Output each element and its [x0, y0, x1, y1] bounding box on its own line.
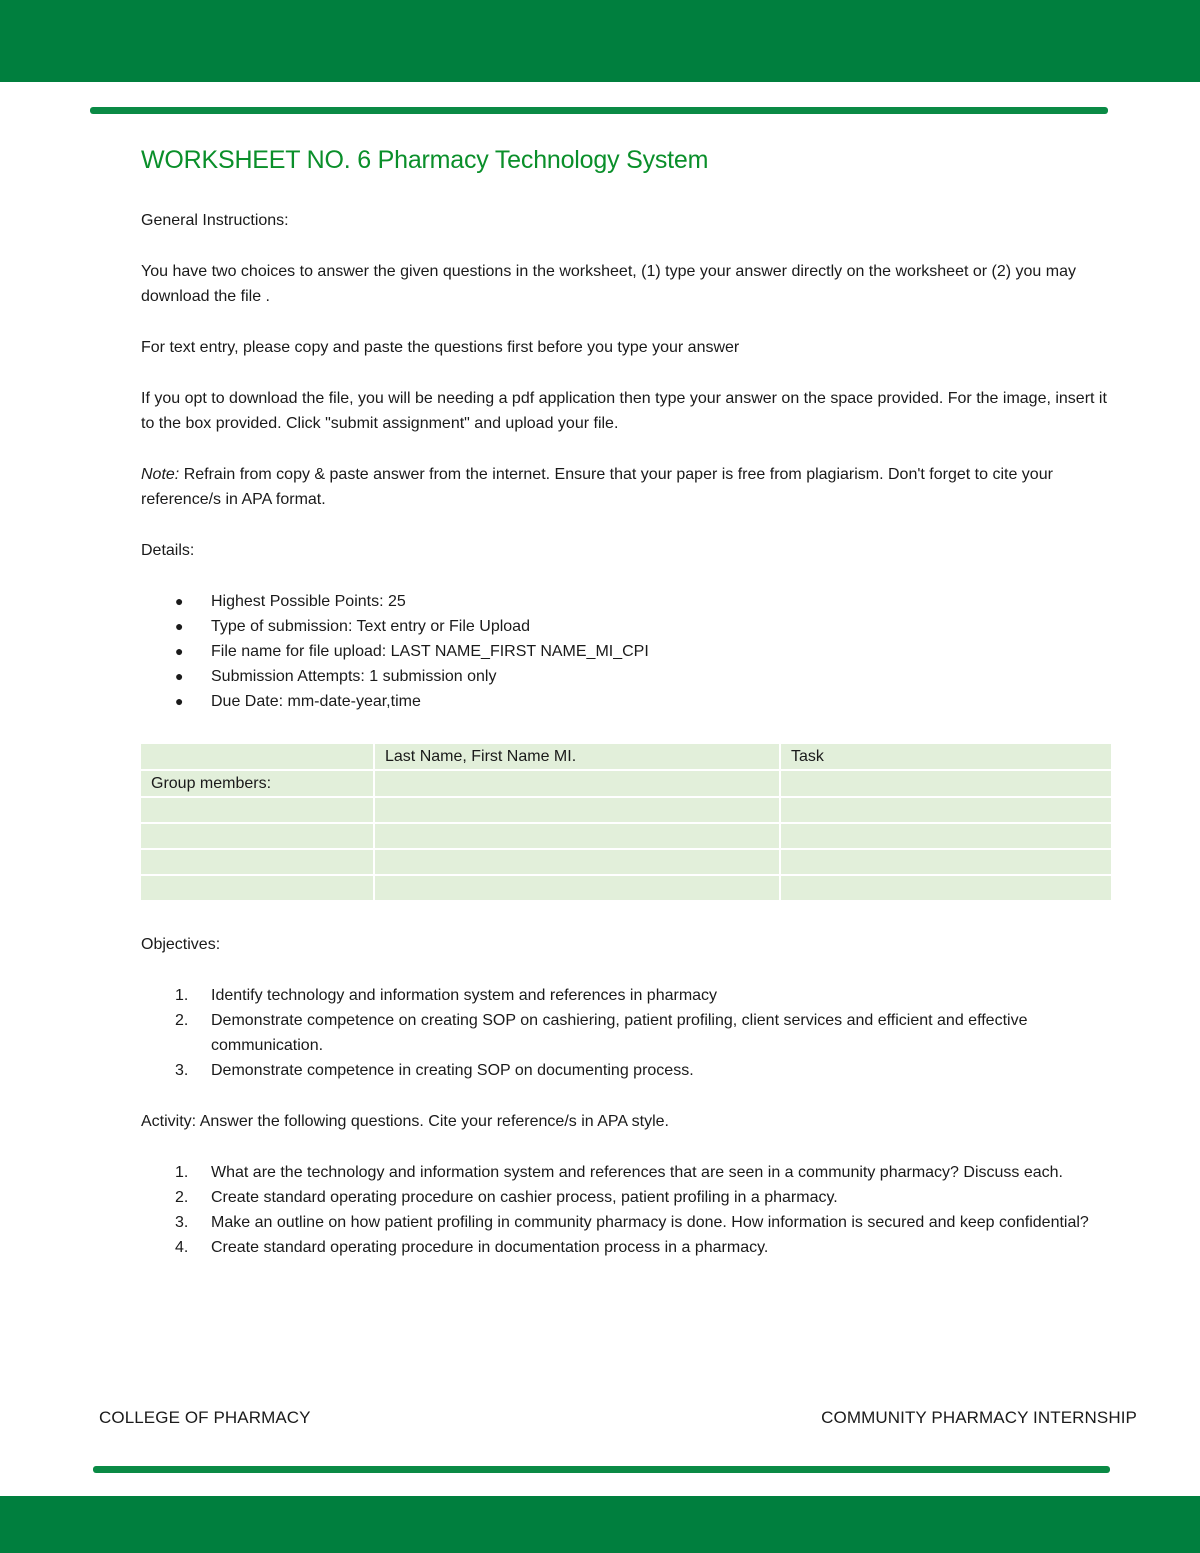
instruction-paragraph: If you opt to download the file, you will be needing a pdf application then type your answer on the space provided. For the image, insert it to the box provided. Click "submit assignment" and upload your file. [141, 390, 1107, 432]
instruction-paragraph: For text entry, please copy and paste the questions first before you type your answer [141, 339, 740, 356]
task-cell[interactable] [781, 850, 1111, 874]
table-header-cell: Last Name, First Name MI. [375, 744, 779, 769]
footer-band [0, 1496, 1200, 1553]
item-number: 2. [175, 1189, 189, 1206]
details-item: ● File name for file upload: LAST NAME_FIRST NAME_MI_CPI [141, 639, 1111, 664]
details-item: ● Type of submission: Text entry or File Upload [141, 614, 1111, 639]
task-cell[interactable] [781, 824, 1111, 848]
name-cell[interactable] [375, 798, 779, 822]
activity-intro: Answer the following questions. Cite your reference/s in APA style. [196, 1113, 669, 1130]
name-cell[interactable] [375, 876, 779, 900]
task-cell[interactable] [781, 771, 1111, 796]
header-rule [90, 107, 1108, 114]
footer-rule [93, 1466, 1110, 1473]
table-row [141, 798, 1111, 822]
objective-item: 1. Identify technology and information system and references in pharmacy [141, 983, 1111, 1008]
task-cell[interactable] [781, 876, 1111, 900]
activity-heading: Activity: [141, 1113, 197, 1130]
activity-item: 2. Create standard operating procedure on cashier process, patient profiling in a pharmacy. [141, 1185, 1111, 1210]
worksheet-body [141, 140, 1111, 1260]
header-band [0, 0, 1200, 82]
table-row [141, 824, 1111, 848]
activity-item: 3. Make an outline on how patient profiling in community pharmacy is done. How information is secured and keep confidential? [141, 1210, 1111, 1235]
table-row [141, 771, 1111, 796]
name-cell[interactable] [375, 850, 779, 874]
objective-item: 3. Demonstrate competence in creating SOP on documenting process. [141, 1058, 1111, 1083]
item-number: 1. [175, 1164, 189, 1181]
objective-item: 2. Demonstrate competence on creating SOP on cashiering, patient profiling, client services and efficient and effective communication. [141, 1008, 1111, 1058]
activity-list [141, 1160, 1111, 1260]
group-members-table [139, 742, 1113, 902]
footer-college: COLLEGE OF PHARMACY [99, 1408, 311, 1427]
details-list [141, 589, 1111, 714]
table-row [141, 850, 1111, 874]
activity-item: 4. Create standard operating procedure in documentation process in a pharmacy. [141, 1235, 1111, 1260]
table-header-cell: Task [781, 744, 1111, 769]
footer-program: COMMUNITY PHARMACY INTERNSHIP [821, 1408, 1137, 1427]
worksheet-title: WORKSHEET NO. 6 Pharmacy Technology System [141, 146, 709, 174]
item-number: 3. [175, 1214, 189, 1231]
item-number: 2. [175, 1012, 189, 1029]
table-row [141, 876, 1111, 900]
blank-cell [141, 876, 373, 900]
blank-cell [141, 798, 373, 822]
instruction-paragraph: You have two choices to answer the given questions in the worksheet, (1) type your answer directly on the worksheet or (2) you may download the file . [141, 263, 1076, 305]
note-paragraph [141, 462, 1111, 512]
name-cell[interactable] [375, 824, 779, 848]
general-instructions-heading: General Instructions: [141, 212, 289, 229]
details-item: ● Due Date: mm-date-year,time [141, 689, 1111, 714]
activity-item: 1. What are the technology and information system and references that are seen in a community pharmacy? Discuss each. [141, 1160, 1111, 1185]
task-cell[interactable] [781, 798, 1111, 822]
activity-paragraph [141, 1109, 1111, 1134]
note-label: Note: [141, 466, 180, 483]
item-number: 1. [175, 987, 189, 1004]
group-members-label: Group members: [141, 771, 373, 796]
objectives-list [141, 983, 1111, 1083]
note-text: Refrain from copy & paste answer from the internet. Ensure that your paper is free from plagiarism. Don't forget to cite your reference/s in APA format. [141, 466, 1053, 508]
details-item: ● Submission Attempts: 1 submission only [141, 664, 1111, 689]
objectives-heading: Objectives: [141, 936, 221, 953]
blank-cell [141, 850, 373, 874]
table-header-row [141, 744, 1111, 769]
item-number: 4. [175, 1239, 189, 1256]
details-heading: Details: [141, 542, 195, 559]
name-cell[interactable] [375, 771, 779, 796]
table-header-cell [141, 744, 373, 769]
details-item: ● Highest Possible Points: 25 [141, 589, 1111, 614]
blank-cell [141, 824, 373, 848]
item-number: 3. [175, 1062, 189, 1079]
